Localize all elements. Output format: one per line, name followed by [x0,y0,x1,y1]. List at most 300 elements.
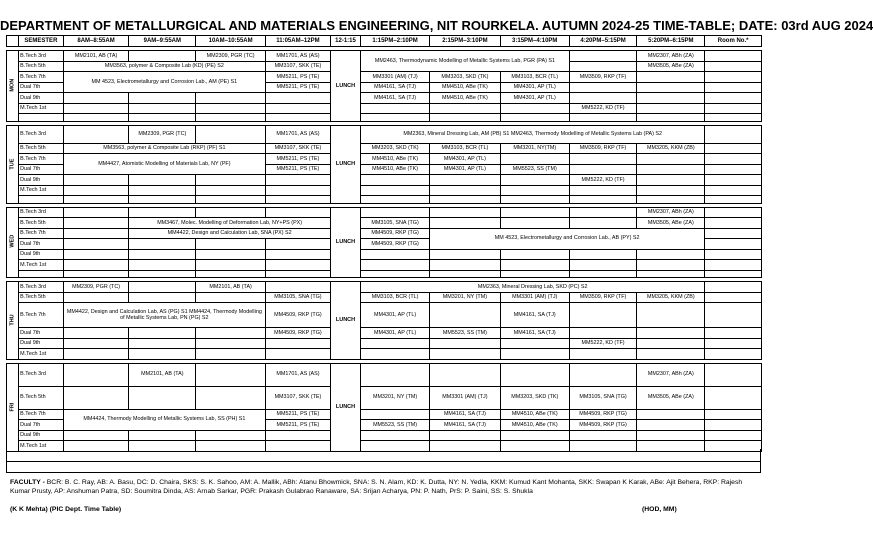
timetable-cell: MM3103, BCR (TL) [500,72,569,83]
timetable-cell: MM3203, SKD (TK) [361,143,430,154]
timetable-cell [500,260,569,271]
timetable-cell [129,51,196,62]
timetable-cell: MM5211, PS (TE) [266,409,331,420]
timetable-cell: MM2363, Mineral Dressing Lab, SKD (PC) S2 [361,282,705,293]
timetable-cell: MM2101, AB (TA) [63,51,129,62]
timetable-cell: MM4161, SA (TJ) [429,420,500,431]
timetable-row [7,228,762,239]
timetable-cell [129,239,196,250]
timetable-cell: MM4424, Thermody Modelling of Metallic Systems Lab, SS (PH) S1 [63,409,265,430]
timetable-cell: MM4161, SA (TJ) [361,93,430,104]
timetable-cell [266,114,331,122]
timetable-cell: MM2101, AB (TA) [196,282,266,293]
timetable-cell [129,260,196,271]
timetable-cell: MM4509, RKP (TG) [361,239,430,250]
timetable-cell: MM2101, AB (TA) [129,363,196,386]
timetable-cell [361,103,430,114]
timetable-cell [129,249,196,260]
lunch-cell: LUNCH [330,363,360,451]
timetable-cell [500,175,569,186]
timetable-cell [637,270,705,278]
timetable-cell [63,430,129,441]
timetable-cell: MM1701, AS (AS) [266,125,331,143]
timetable-cell: MM3105, SNA (TG) [266,292,331,303]
timetable-cell: MM4510, ABe (TK) [500,409,569,420]
timetable-cell [63,93,129,104]
timetable-cell [129,282,196,293]
timetable-cell [196,249,266,260]
timetable-cell [361,114,430,122]
timetable-cell [705,51,762,62]
timetable-cell: MM4301, AP (TL) [429,154,500,165]
timetable-cell [429,196,500,204]
timetable-cell [63,270,129,278]
timetable-cell [129,338,196,349]
timetable-cell [429,175,500,186]
timetable-cell: MM2309, PGR (TC) [63,282,129,293]
timetable-cell [196,260,266,271]
semester-cell: M.Tech 1st [19,441,64,452]
timetable-cell [500,218,569,229]
timetable-cell [196,93,266,104]
timetable-cell [196,292,266,303]
timetable-cell [266,103,331,114]
timetable-cell [705,349,762,360]
timetable-cell: MM3205, KKM (ZB) [637,292,705,303]
timetable-cell [500,349,569,360]
timetable-row [7,270,762,278]
timetable-cell [637,260,705,271]
timetable-cell [637,328,705,339]
timetable-cell [569,349,637,360]
timetable-cell [63,260,129,271]
day-label [7,207,19,278]
timetable-cell [705,103,762,114]
timetable-cell [196,185,266,196]
timetable-cell [196,430,266,441]
timetable-cell [705,303,762,328]
lunch-cell: LUNCH [330,207,360,278]
timetable-cell [705,249,762,260]
semester-cell: B.Tech 5th [19,386,64,409]
timetable-cell [361,207,430,218]
timetable-cell [705,175,762,186]
semester-cell: B.Tech 5th [19,218,64,229]
day-name: TUE [9,158,16,170]
semester-cell: B.Tech 7th [19,154,64,165]
semester-cell: B.Tech 5th [19,61,64,72]
timetable-cell: MM5211, PS (TE) [266,154,331,165]
timetable-cell [569,249,637,260]
header-lunch: 12-1:15 [330,36,360,47]
timetable-row [7,386,762,409]
timetable-cell [500,207,569,218]
header-slot-10: 5:20PM–6:15PM [637,36,705,47]
timetable-cell [266,185,331,196]
timetable-cell: MM4161, SA (TJ) [500,328,569,339]
timetable-cell [637,114,705,122]
timetable-row [7,349,762,360]
timetable-cell [63,218,129,229]
timetable-cell: MM3203, SKD (TK) [500,386,569,409]
semester-cell: Dual 7th [19,239,64,250]
timetable-cell [361,260,430,271]
header-day [7,36,19,47]
timetable-cell [129,328,196,339]
timetable-cell [129,185,196,196]
timetable-row [7,125,762,143]
timetable-cell: MM3301 (AM) (TJ) [361,72,430,83]
day-label [7,363,19,451]
day-name: FRI [9,402,16,412]
semester-cell: Dual 9th [19,338,64,349]
timetable-cell [500,338,569,349]
timetable-title: DEPARTMENT OF METALLURGICAL AND MATERIALS ENGINEERING, NIT ROURKELA. AUTUMN 2024-25 TIME-TABLE; DATE: 03rd AUG 2024 [0,18,873,33]
header-slot-2: 9AM–9:55AM [129,36,196,47]
signature-hod: (HOD, MM) [642,506,677,513]
timetable-cell: MM4510, ABe (TK) [429,82,500,93]
timetable-cell [705,270,762,278]
timetable-cell [705,114,762,122]
timetable-cell: MM4301, AP (TL) [361,328,430,339]
timetable-cell [569,430,637,441]
timetable-cell [361,270,430,278]
faculty-legend [10,479,762,497]
timetable-cell [637,420,705,431]
timetable-cell [429,103,500,114]
timetable-cell [637,154,705,165]
timetable-cell [705,207,762,218]
timetable-cell: MM4509, RKP (TG) [266,328,331,339]
timetable-cell [129,386,196,409]
timetable-cell [63,207,129,218]
timetable-cell [266,207,331,218]
timetable-cell: MM2363, Mineral Dressing Lab, AM (PB) S1 MM2463, Thermody Modelling of Metallic Systems Lab (PA) S2 [361,125,705,143]
timetable-cell [429,349,500,360]
timetable-cell [361,185,430,196]
timetable-cell [569,260,637,271]
timetable-cell [569,185,637,196]
timetable-cell [196,175,266,186]
timetable-cell [500,114,569,122]
timetable-cell: MM4422, Design and Calculation Lab, AS (PG) S1 MM4424, Thermody Modelling of Metallic Systems Lab, PN (PG) S2 [63,303,265,328]
timetable-cell [63,239,129,250]
semester-cell: B.Tech 3rd [19,282,64,293]
timetable-cell [569,270,637,278]
timetable-cell [637,249,705,260]
timetable-cell: MM3103, BCR (TL) [429,143,500,154]
timetable-cell [569,93,637,104]
timetable-cell [361,175,430,186]
timetable-cell [569,328,637,339]
timetable-cell [266,430,331,441]
timetable-cell [637,349,705,360]
day-label [7,282,19,360]
timetable-cell: MM3201, NY (TM) [361,386,430,409]
timetable-cell [63,185,129,196]
timetable-cell [196,125,266,143]
timetable-cell [569,154,637,165]
semester-cell: M.Tech 1st [19,185,64,196]
lunch-cell: LUNCH [330,125,360,203]
timetable-row [7,175,762,186]
timetable-cell [266,239,331,250]
semester-cell [19,114,64,122]
timetable-cell [705,82,762,93]
timetable-cell [569,82,637,93]
timetable-cell: MM4301, AP (TL) [500,82,569,93]
timetable-cell [705,228,762,239]
timetable-cell: MM3509, RKP (TF) [569,72,637,83]
timetable-cell: MM4509, RKP (TG) [266,303,331,328]
timetable-cell: MM3201, NY (TM) [429,292,500,303]
timetable-cell: MM4510, ABe (TK) [429,93,500,104]
timetable-cell [266,249,331,260]
timetable-cell [705,409,762,420]
timetable-cell [637,409,705,420]
timetable-cell: MM3103, BCR (TL) [361,292,430,303]
timetable-row [7,154,762,165]
timetable-cell: MM2307, ABh (ZA) [637,51,705,62]
semester-cell: B.Tech 7th [19,228,64,239]
timetable-row [7,185,762,196]
timetable-cell [361,363,430,386]
day-label [7,51,19,122]
semester-cell: B.Tech 7th [19,72,64,83]
timetable-cell [196,338,266,349]
timetable-cell [637,72,705,83]
timetable-cell [429,260,500,271]
timetable-cell [429,270,500,278]
timetable-cell: MM3563, polymer & Composite Lab (KD) (PE) S2 [63,61,265,72]
timetable-cell: MM2309, PGR (TC) [129,125,196,143]
semester-cell [19,270,64,278]
timetable-cell [63,228,129,239]
timetable-cell: MM2307, ABh (ZA) [637,363,705,386]
timetable-cell [196,349,266,360]
timetable-cell [429,338,500,349]
timetable-row [7,363,762,386]
timetable-cell [129,430,196,441]
timetable-cell: MM5523, SS (TM) [429,328,500,339]
timetable-row [7,103,762,114]
header-slot-7: 2:15PM–3:10PM [429,36,500,47]
timetable-cell: MM4427, Atomistic Modelling of Materials Lab, NY (PF) [63,154,265,175]
timetable-cell [637,196,705,204]
timetable-row [7,338,762,349]
timetable-cell: MM3301 (AM) (TJ) [500,292,569,303]
semester-cell: M.Tech 1st [19,349,64,360]
timetable-cell [705,338,762,349]
timetable-cell [196,328,266,339]
timetable-cell [266,93,331,104]
timetable-cell [637,164,705,175]
timetable-cell [500,249,569,260]
timetable-cell: MM3505, ABe (ZA) [637,61,705,72]
timetable-cell [63,114,129,122]
timetable-cell [196,103,266,114]
timetable-cell [637,303,705,328]
timetable-cell [705,239,762,250]
timetable-cell [196,196,266,204]
header-slot-6: 1:15PM–2:10PM [361,36,430,47]
timetable-cell [429,430,500,441]
timetable-cell: MM3301 (AM) (TJ) [429,386,500,409]
timetable-cell [569,207,637,218]
timetable-cell: MM3505, ABe (ZA) [637,386,705,409]
timetable-cell: MM5222, KD (TF) [569,175,637,186]
timetable-cell [705,218,762,229]
header-semester: SEMESTER [19,36,64,47]
timetable-cell: MM4301, AP (TL) [500,93,569,104]
timetable-cell: MM5523, SS (TM) [361,420,430,431]
timetable-cell [500,196,569,204]
timetable-cell [705,363,762,386]
timetable-cell [705,292,762,303]
timetable-row [7,328,762,339]
timetable [6,35,762,452]
timetable-cell: MM4509, RKP (TG) [569,409,637,420]
timetable-cell [266,349,331,360]
timetable-body [7,47,762,452]
header-slot-3: 10AM–10:55AM [196,36,266,47]
semester-cell [19,196,64,204]
semester-cell: Dual 9th [19,175,64,186]
timetable-cell [569,61,637,72]
timetable-row [7,409,762,420]
timetable-cell [705,328,762,339]
lunch-cell: LUNCH [330,282,360,360]
timetable-cell: MM4422, Design and Calculation Lab, SNA (PX) S2 [129,228,330,239]
semester-cell: Dual 7th [19,164,64,175]
timetable-cell [129,114,196,122]
timetable-cell [705,420,762,431]
timetable-cell: MM5211, PS (TE) [266,72,331,83]
timetable-cell [63,349,129,360]
timetable-row [7,292,762,303]
timetable-cell: MM5211, PS (TE) [266,420,331,431]
timetable-cell [361,338,430,349]
timetable-cell [63,338,129,349]
timetable-cell [705,430,762,441]
timetable-cell: MM5222, KD (TF) [569,338,637,349]
timetable-row [7,143,762,154]
timetable-cell [637,175,705,186]
header-slot-4: 11:05AM–12PM [266,36,331,47]
timetable-row [7,218,762,229]
timetable-cell [129,196,196,204]
timetable-cell: MM4509, RKP (TG) [361,228,430,239]
timetable-cell [361,409,430,420]
timetable-cell [705,185,762,196]
timetable-row [7,72,762,83]
day-name: THU [9,314,16,326]
timetable-cell [705,143,762,154]
timetable-cell [500,430,569,441]
timetable-cell [637,93,705,104]
timetable-cell: MM4510, ABe (TK) [361,164,430,175]
day-name: MON [9,78,16,92]
semester-cell: B.Tech 3rd [19,207,64,218]
timetable-cell: MM2307, ABh (ZA) [637,207,705,218]
timetable-cell: MM2463, Thermodynamic Modelling of Metallic Systems Lab, PGR (PA) S1 [361,51,569,72]
timetable-cell [705,164,762,175]
timetable-cell [266,338,331,349]
timetable-cell [196,114,266,122]
timetable-row [7,207,762,218]
timetable-cell [361,249,430,260]
timetable-cell [429,218,500,229]
semester-cell: Dual 9th [19,93,64,104]
timetable-cell: MM4161, SA (TJ) [429,409,500,420]
timetable-cell: MM1701, AS (AS) [266,363,331,386]
timetable-row [7,260,762,271]
timetable-cell [500,103,569,114]
timetable-cell [63,249,129,260]
timetable-cell [63,125,129,143]
timetable-cell [63,363,129,386]
timetable-row [7,282,762,293]
timetable-cell [569,114,637,122]
timetable-cell [196,270,266,278]
timetable-cell [705,386,762,409]
timetable-cell [500,154,569,165]
timetable-cell: MM 4523, Electrometallurgy and Corrosion Lab., AM (PE) S1 [63,72,265,93]
semester-cell: B.Tech 3rd [19,363,64,386]
timetable-row [7,93,762,104]
timetable-row [7,249,762,260]
timetable-cell: MM5222, KD (TF) [569,103,637,114]
timetable-cell [266,196,331,204]
timetable-cell [129,103,196,114]
timetable-cell [705,282,762,293]
timetable-row [7,303,762,328]
timetable-cell [705,260,762,271]
timetable-cell: MM2309, PGR (TC) [196,51,266,62]
semester-cell: B.Tech 5th [19,292,64,303]
timetable-cell [129,207,196,218]
semester-cell: Dual 9th [19,249,64,260]
header-row [7,36,762,47]
timetable-cell: MM 4523, Electrometallurgy and Corrosion Lab., AB (PY) S2 [429,228,704,249]
timetable-cell: MM3105, SNA (TG) [569,386,637,409]
day-name: WED [9,234,16,248]
semester-cell: B.Tech 7th [19,303,64,328]
timetable-row [7,51,762,62]
header-slot-8: 3:15PM–4:10PM [500,36,569,47]
timetable-cell: MM3105, SNA (TG) [361,218,430,229]
timetable-cell: MM3467, Molec. Modelling of Deformation Lab, NY+PS (PX) [129,218,330,229]
timetable-cell: MM3509, RKP (TF) [569,292,637,303]
timetable-cell [196,207,266,218]
timetable-cell [129,349,196,360]
timetable-cell [705,93,762,104]
timetable-cell: MM3203, SKD (TK) [429,72,500,83]
timetable-cell [63,386,129,409]
timetable-cell: MM3107, SKK (TE) [266,143,331,154]
header-slot-9: 4:20PM–5:15PM [569,36,637,47]
timetable-cell [500,185,569,196]
timetable-cell [129,93,196,104]
timetable-cell [569,363,637,386]
semester-cell: Dual 7th [19,328,64,339]
timetable-cell: MM3509, RKP (TF) [569,143,637,154]
semester-cell: B.Tech 5th [19,143,64,154]
timetable-cell [266,260,331,271]
timetable-cell [266,175,331,186]
timetable-cell [569,218,637,229]
timetable-cell: MM4161, SA (TJ) [361,82,430,93]
